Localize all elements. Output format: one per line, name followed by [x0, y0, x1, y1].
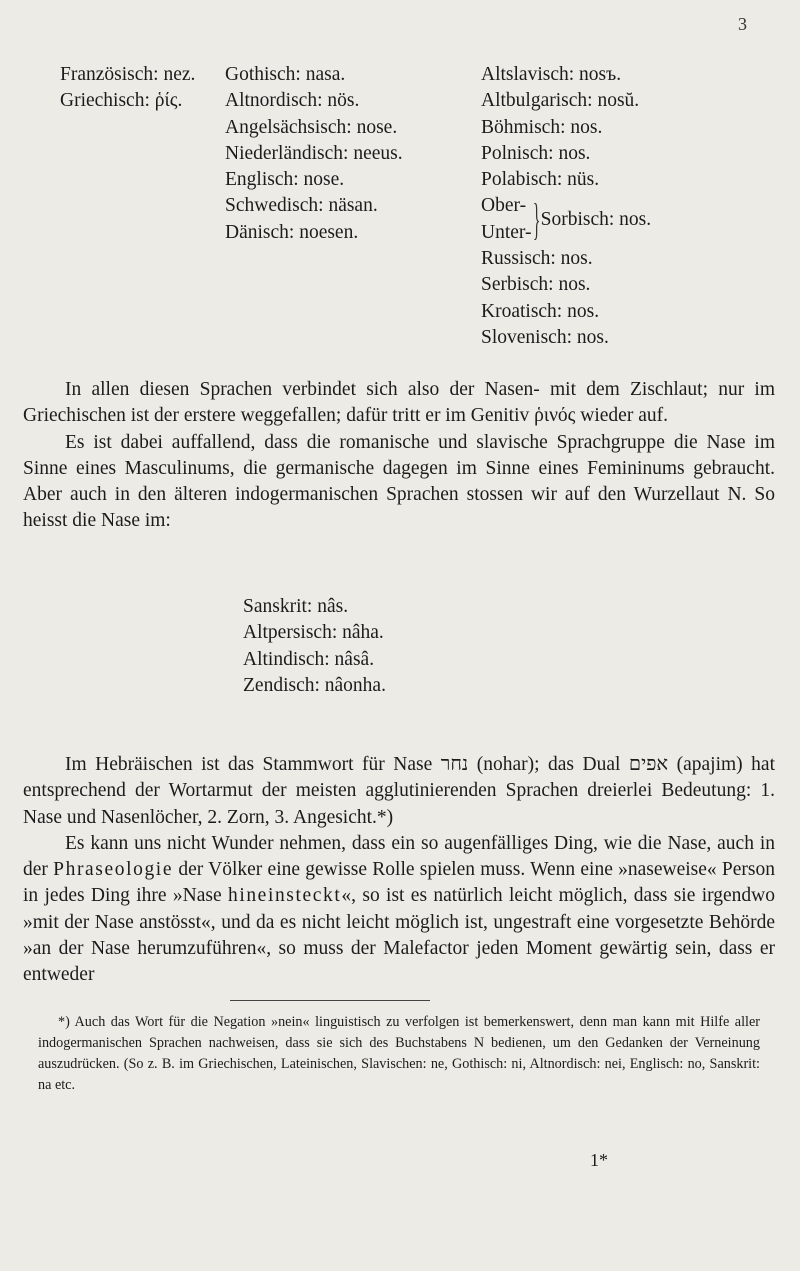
- body-text-1: [23, 377, 775, 535]
- text-run: «, so ist es natürlich leicht möglich, dass sie irgendwo »mit der Nase anstösst«, und da es nicht leicht möglich ist, ungestraft eine vorgesetzte Behörde »an der Nase herumzuführen«, so muss der Malefactor jeden Moment gewärtig sein, dass er entweder: [23, 885, 775, 986]
- language-entry: Böhmisch: nos.: [481, 116, 603, 138]
- page-number: 3: [738, 14, 747, 34]
- language-entry: Polabisch: nüs.: [481, 169, 600, 191]
- language-entry: Zendisch: nâonha.: [243, 674, 386, 696]
- emphasis-phraseologie: Phraseologie: [53, 859, 174, 881]
- language-entry: Serbisch: nos.: [481, 274, 591, 296]
- unter-prefix: Unter-: [481, 221, 532, 243]
- language-entry: Angelsächsisch: nose.: [225, 116, 398, 138]
- language-entry: Slovenisch: nos.: [481, 326, 609, 348]
- paragraph: Im Hebräischen ist das Stammwort für Nase נחר (nohar); das Dual אפים (apajim) hat entsprechend der Wortarmut der meisten agglutinierenden Sprachen dreierlei Bedeutung: 1. Nase und Nasenlöcher, 2. Zorn, 3. Angesicht.*): [23, 754, 775, 828]
- language-entry: Altslavisch: nosъ.: [481, 64, 622, 85]
- text-run: der Völker eine gewisse Rolle spielen muss. Wenn eine »naseweise« Person in jedes Ding ihre »Nase: [23, 859, 775, 907]
- footnote-divider: [230, 1000, 430, 1001]
- language-entry: Sanskrit: nâs.: [243, 596, 349, 617]
- language-entry: Dänisch: noesen.: [225, 221, 359, 243]
- language-entry: Altindisch: nâsâ.: [243, 648, 375, 670]
- language-entry: Französisch: nez.: [60, 64, 196, 85]
- language-entry: Kroatisch: nos.: [481, 300, 600, 322]
- ober-prefix: Ober-: [481, 195, 527, 217]
- text-run: Es kann uns nicht Wunder nehmen, dass ein so augenfälliges Ding, wie die Nase, auch in der: [23, 832, 775, 881]
- language-entry: Gothisch: nasa.: [225, 64, 346, 85]
- language-entry: Altnordisch: nös.: [225, 90, 360, 112]
- signature-mark: 1*: [590, 1150, 608, 1170]
- ancient-language-list: [243, 594, 386, 699]
- language-column-1: [60, 62, 195, 115]
- emphasis-hineinsteckt: hineinsteckt: [227, 885, 342, 907]
- language-entry: Altbulgarisch: nosŭ.: [481, 90, 640, 112]
- language-entry: Schwedisch: näsan.: [225, 195, 378, 217]
- paragraph: In allen diesen Sprachen verbindet sich also der Nasen- mit dem Zischlaut; nur im Griechischen ist der erstere weggefallen; dafür tritt er im Genitiv ῥινός wieder auf.: [23, 379, 775, 427]
- language-column-3: [481, 62, 651, 351]
- language-entry: Polnisch: nos.: [481, 142, 591, 164]
- sorbisch-prefixes: [481, 193, 532, 246]
- paragraph: [23, 831, 775, 989]
- language-column-2: [225, 62, 403, 246]
- language-entry: Griechisch: ῥίς.: [60, 90, 183, 112]
- sorbisch-word: Sorbisch: nos.: [540, 208, 652, 230]
- language-entry: Niederländisch: neeus.: [225, 142, 403, 164]
- paragraph: Es ist dabei auffallend, dass die romanische und slavische Sprachgruppe die Nase im Sinne eines Masculinums, die germanische dagegen im Sinne eines Femininums gebraucht. Aber auch in den älteren indogermanischen Sprachen stossen wir auf den Wurzellaut N. So heisst die Nase im:: [23, 431, 775, 532]
- language-entry: Russisch: nos.: [481, 248, 593, 270]
- sorbisch-entry: [481, 193, 651, 246]
- footnote: [38, 1012, 760, 1096]
- language-entry: Altpersisch: nâha.: [243, 622, 384, 644]
- body-text-2: [23, 752, 775, 989]
- brace-symbol: }: [532, 194, 540, 244]
- footnote-text: *) Auch das Wort für die Negation »nein« linguistisch zu verfolgen ist bemerkenswert, denn man kann mit Hilfe aller indogermanischen Sprachen nachweisen, dass sie sich des Buchstabens N bedienen, um den Gedanken der Verneinung auszudrücken. (So z. B. im Griechischen, Lateinischen, Slavischen: ne, Gothisch: ni, Altnordisch: nei, Englisch: no, Sanskrit: na etc.: [38, 1014, 760, 1093]
- language-entry: Englisch: nose.: [225, 169, 345, 191]
